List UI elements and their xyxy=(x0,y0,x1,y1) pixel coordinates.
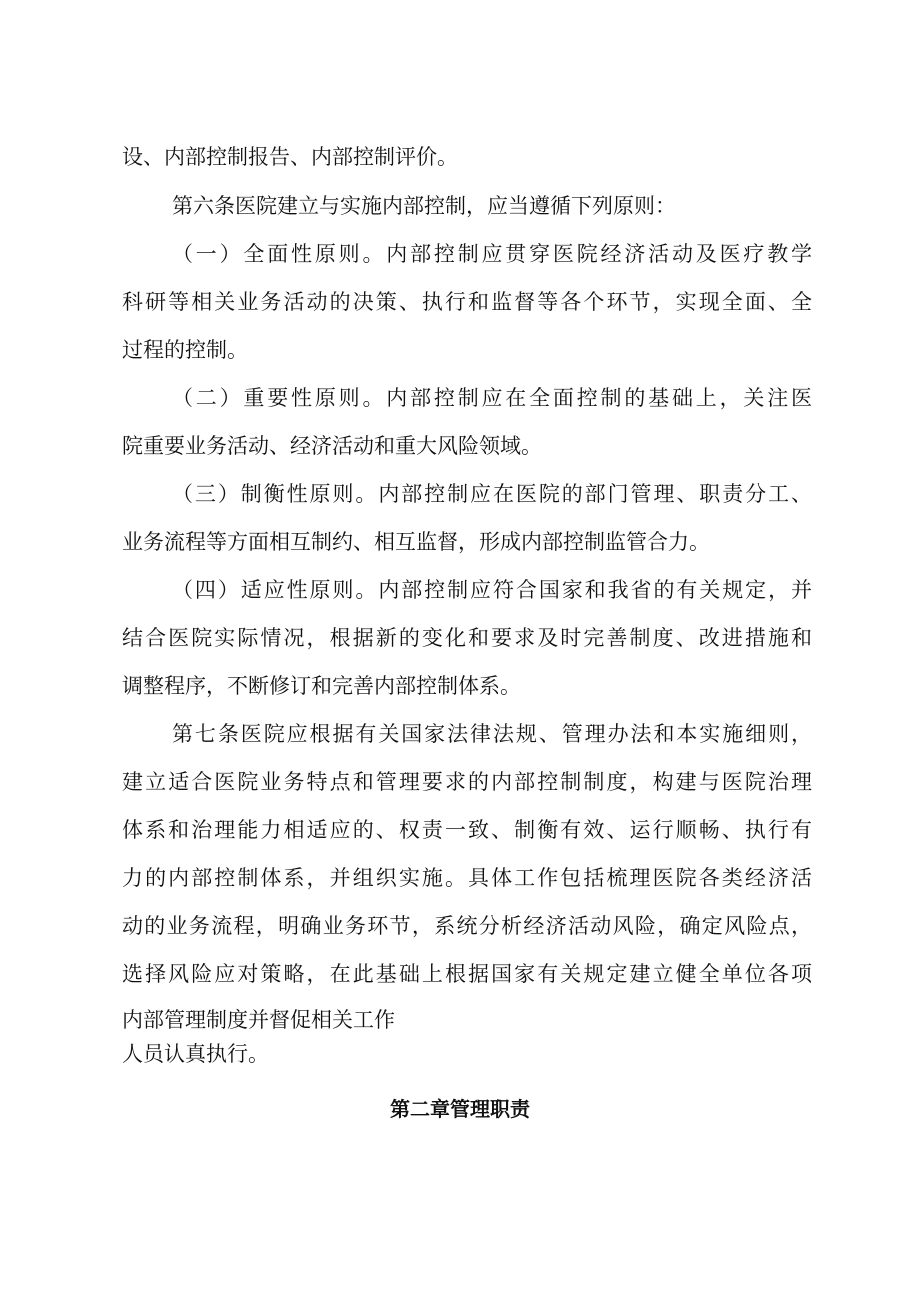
article-7-line: 力的内部控制体系，并组织实施。具体工作包括梳理医院各类经济活 xyxy=(122,866,812,890)
principle-2-line: 院重要业务活动、经济活动和重大风险领域。 xyxy=(122,434,542,458)
principle-3-line: 业务流程等方面相互制约、相互监督，形成内部控制监管合力。 xyxy=(122,530,710,554)
principle-1-line: 科研等相关业务活动的决策、执行和监督等各个环节，实现全面、全 xyxy=(122,290,812,314)
article-7-line: 第七条医院应根据有关国家法律法规、管理办法和本实施细则， xyxy=(172,722,812,746)
chapter-title: 第二章管理职责 xyxy=(390,1097,530,1121)
article-7-line: 内部管理制度并督促相关工作 xyxy=(122,1008,395,1032)
article-7-line: 体系和治理能力相适应的、权责一致、制衡有效、运行顺畅、执行有 xyxy=(122,818,812,842)
principle-2-line: （二）重要性原则。内部控制应在全面控制的基础上，关注医 xyxy=(172,386,812,410)
article-7-line: 动的业务流程，明确业务环节，系统分析经济活动风险，确定风险点， xyxy=(122,914,812,938)
principle-4-line: （四）适应性原则。内部控制应符合国家和我省的有关规定，并 xyxy=(172,578,812,602)
article-6-heading: 第六条医院建立与实施内部控制，应当遵循下列原则： xyxy=(172,194,676,218)
principle-4-line: 结合医院实际情况，根据新的变化和要求及时完善制度、改进措施和 xyxy=(122,626,812,650)
principle-1-line: （一）全面性原则。内部控制应贯穿医院经济活动及医疗教学 xyxy=(172,242,812,266)
principle-4-line: 调整程序，不断修订和完善内部控制体系。 xyxy=(122,674,521,698)
principle-3-line: （三）制衡性原则。内部控制应在医院的部门管理、职责分工、 xyxy=(172,482,812,506)
principle-1-line: 过程的控制。 xyxy=(122,338,248,362)
article-7-line: 人员认真执行。 xyxy=(122,1042,269,1066)
paragraph-line: 设、内部控制报告、内部控制评价。 xyxy=(122,145,458,169)
article-7-line: 选择风险应对策略，在此基础上根据国家有关规定建立健全单位各项 xyxy=(122,962,812,986)
article-7-line: 建立适合医院业务特点和管理要求的内部控制制度，构建与医院治理 xyxy=(122,770,812,794)
